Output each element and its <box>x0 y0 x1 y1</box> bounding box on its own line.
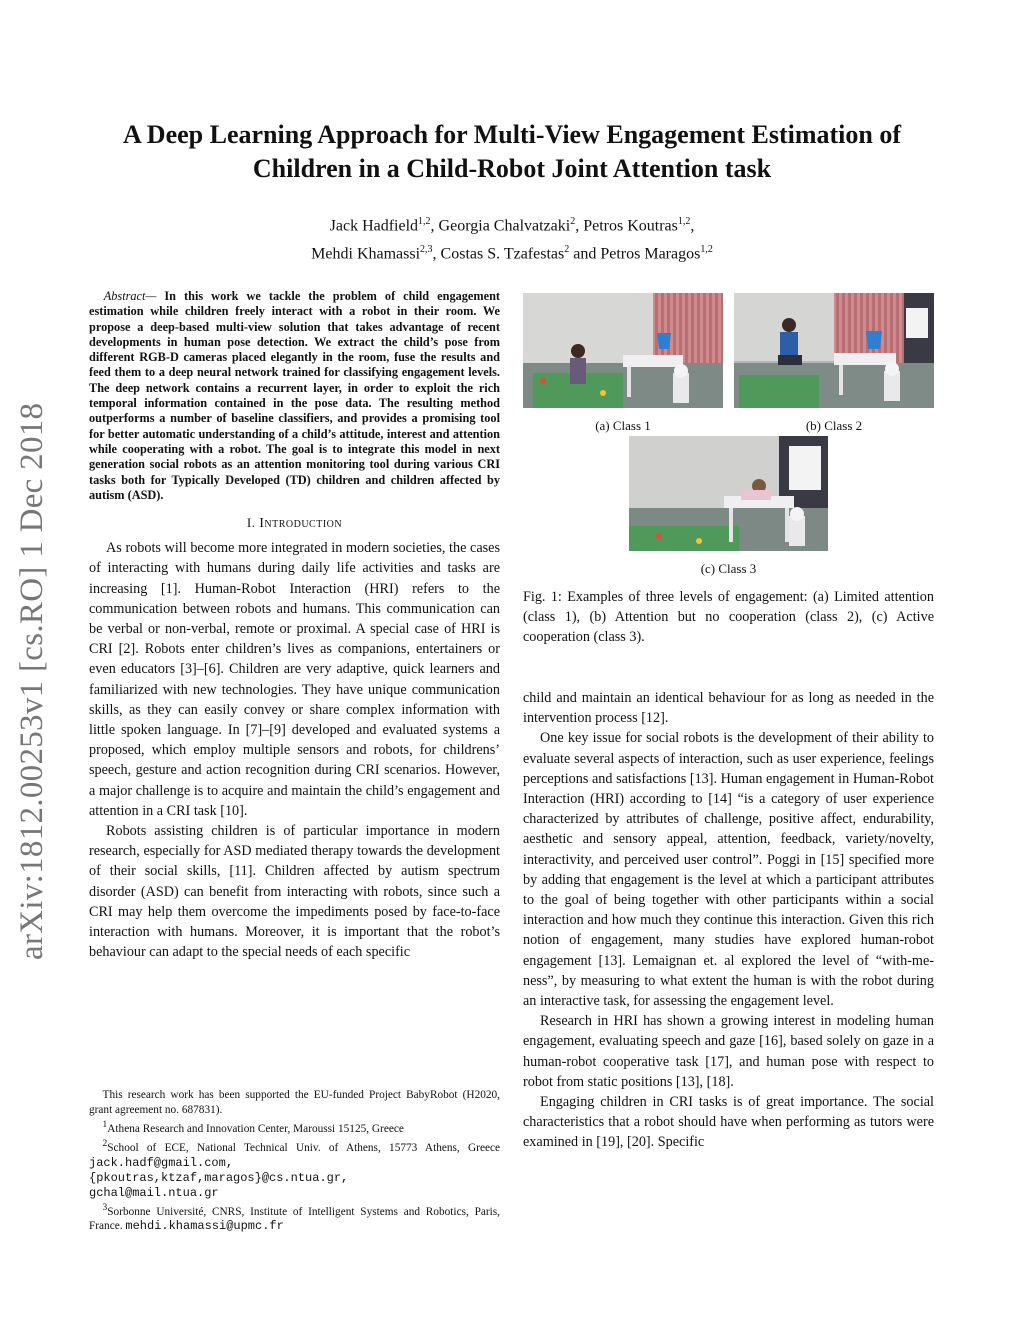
author-name: Petros Koutras <box>583 217 678 235</box>
footnote-text: Sorbonne Université, CNRS, Institute of Intelligent Systems and Robotics, Paris, France. <box>89 1205 500 1233</box>
abstract-text: In this work we tackle the problem of child engagement estimation while children freely interact with a robot in their room. We propose a deep-based multi-view solution that takes advantage of recent developments in human pose detection. We extract the child’s pose from different RGB-D cameras placed elegantly in the room, fuse the results and feed them to a deep neural network trained for classifying engagement levels. The deep network contains a recurrent layer, in order to exploit the rich temporal information contained in the pose data. The resulting method outperforms a number of baseline classifiers, and provides a promising tool for better automatic understanding of a child’s attitude, interest and attention while cooperating with a robot. The goal is to integrate this model in next generation social robots as an attention monitoring tool during various CRI tasks both for Typically Developed (TD) children and children affected by autism (ASD). <box>89 289 500 502</box>
title-line-1: A Deep Learning Approach for Multi-View Engagement Estimation of <box>122 120 902 149</box>
paragraph: child and maintain an identical behaviour for as long as needed in the intervention process [12]. <box>523 690 934 727</box>
paragraph: Robots assisting children is of particular importance in modern research, especially for ASD mediated therapy towards the development of their social skills, [11]. Children affected by autism spectrum disorder (ASD) can benefit from interacting with robots, since such a CRI may help them overcome the impediments posed by face-to-face interaction with humans. Moreover, it is important that the robot’s behaviour can adapt to the special needs of each specific <box>89 823 500 961</box>
author-name: Costas S. Tzafestas <box>440 245 565 263</box>
figure-image-class-2 <box>734 293 934 408</box>
footnote-text: School of ECE, National Technical Univ. of Athens, 15773 Athens, Greece <box>107 1141 500 1154</box>
author-name: Mehdi Khamassi <box>311 245 421 263</box>
author-name: Jack Hadfield <box>329 217 419 235</box>
footnotes <box>89 1088 500 1234</box>
paragraph: Engaging children in CRI tasks is of great importance. The social characteristics that a robot should have when performing as tutors were examined in [19], [20]. Specific <box>523 1094 934 1151</box>
author-affiliation: 2 <box>570 216 576 227</box>
author-name: Petros Maragos <box>600 245 701 263</box>
paper-title <box>60 118 964 186</box>
section-heading <box>89 515 500 532</box>
author-affiliation: 2 <box>564 244 570 256</box>
footnote-marker: 3 <box>102 1202 108 1213</box>
author-line-1: Jack Hadfield$^{1,2}$, Georgia Chalvatzaki$^2$, Petros Koutras$^{1,2}$, <box>329 216 695 235</box>
subfigure-caption-c: (c) Class 3 <box>700 561 757 576</box>
author-list <box>60 210 964 267</box>
figure-image-class-3 <box>629 436 828 551</box>
subfigure-caption-b: (b) Class 2 <box>805 418 863 433</box>
right-column <box>523 688 934 1153</box>
author-conjunction: and <box>573 245 597 263</box>
paragraph: One key issue for social robots is the development of their ability to evaluate several aspects of interaction, such as user experience, feelings perceptions and satisfactions [13]. Human engagement in Human-Robot Interaction (HRI) according to [14] “is a category of user experience characterized by attributes of challenge, positive affect, endurability, aesthetic and sensory appeal, attention, feedback, variety/novelty, interactivity, and perceived user control”. Poggi in [15] specified more by adding that engagement is the level at which a participant attributes to the goal of being together with other participants within a social interaction and how much they continue this interaction. Given this rich notion of engagement, many studies have explored human-robot engagement [13]. Lemaignan et. al explored the level of “with-me-ness”, by measuring to what extent the human is with the robot during an interactive task, for assessing the engagement level. <box>523 730 934 1010</box>
section-title: Introduction <box>259 516 343 532</box>
footnote-emails <box>89 1186 500 1201</box>
left-column <box>89 289 500 962</box>
email-address[interactable]: mehdi.khamassi@upmc.fr <box>125 1219 284 1234</box>
author-name: Georgia Chalvatzaki <box>438 217 571 235</box>
email-address[interactable]: {pkoutras,ktzaf,maragos}@cs.ntua.gr, <box>89 1170 349 1185</box>
paragraph: Research in HRI has shown a growing interest in modeling human engagement, evaluating speech and gaze [16], based solely on gaze in a human-robot cooperative task [17], and human pose with respect to robot from static positions [13], [18]. <box>523 1013 934 1090</box>
footnote-text: Athena Research and Innovation Center, Maroussi 15125, Greece <box>107 1122 404 1135</box>
section-number: I. <box>246 515 256 531</box>
author-affiliation: 1,2 <box>677 216 691 227</box>
subfigure-caption-a: (a) Class 1 <box>595 418 651 433</box>
footnote-emails <box>89 1171 500 1186</box>
paragraph: As robots will become more integrated in modern societies, the cases of interacting with humans during daily life activities and tasks are increasing [1]. Human-Robot Interaction (HRI) refers to the communication between robots and humans. This communication can be verbal or non-verbal, remote or proximal. A special case of HRI is CRI [2]. Robots enter children’s lives as companions, entertainers or even educators [3]–[6]. Children are very adaptive, quick learners and familiarized with new technologies. They have unique communication skills, as they can easily convey or share complex information with little spoken language. In [7]–[9] developed and evaluated systems a proposed, which employ multiple sensors and robots, for childrens’ speech, gesture and action recognition during CRI scenarios. However, a major challenge is to acquire and maintain the child’s engagement and attention in a CRI task [10]. <box>89 540 500 819</box>
abstract: Abstract— In this work we tackle the problem of child engagement estimation while children freely interact with a robot in their room. We propose a deep-based multi-view solution that takes advantage of recent developments in human pose detection. We extract the child’s pose from different RGB-D cameras placed elegantly in the room, fuse the results and feed them to a deep neural network trained for classifying engagement levels. The deep network contains a recurrent layer, in order to exploit the rich temporal information contained in the pose data. The resulting method outperforms a number of baseline classifiers, and provides a promising tool for better automatic understanding of a child’s attitude, interest and attention while cooperating with a robot. The goal is to integrate this model in next generation social robots as an attention monitoring tool during various CRI tasks both for Typically Developed (TD) children and children affected by autism (ASD). <box>89 289 500 502</box>
arxiv-identifier: arXiv:1812.00253v1 [cs.RO] 1 Dec 2018 <box>14 402 50 960</box>
author-affiliation: 1,2 <box>418 216 431 227</box>
author-affiliation: 1,2 <box>700 244 713 256</box>
footnote-funding: This research work has been supported the EU-funded Project BabyRobot (H2020, grant agreement no. 687831). <box>89 1089 500 1116</box>
email-address[interactable]: jack.hadf@gmail.com, <box>89 1155 234 1170</box>
figure-caption: Fig. 1: Examples of three levels of engagement: (a) Limited attention (class 1), (b) Attention but no cooperation (class 2), (c) Active cooperation (class 3). <box>523 589 934 646</box>
footnote-marker: 2 <box>102 1138 108 1149</box>
footnote-marker: 1 <box>102 1120 108 1130</box>
author-line-2: Mehdi Khamassi$^{2,3}$, Costas S. Tzafestas$^2$ and Petros Maragos$^{1,2}$ <box>311 244 713 263</box>
figure-image-class-1 <box>523 293 723 408</box>
footnote-affiliation-2 <box>89 1137 500 1171</box>
abstract-label: Abstract <box>103 289 146 303</box>
footnote-affiliation-1 <box>89 1118 500 1137</box>
author-affiliation: 2,3 <box>420 244 433 256</box>
title-line-2: Children in a Child-Robot Joint Attention task <box>252 154 772 183</box>
footnote-affiliation-3 <box>89 1201 500 1235</box>
email-address[interactable]: gchal@mail.ntua.gr <box>89 1185 219 1200</box>
